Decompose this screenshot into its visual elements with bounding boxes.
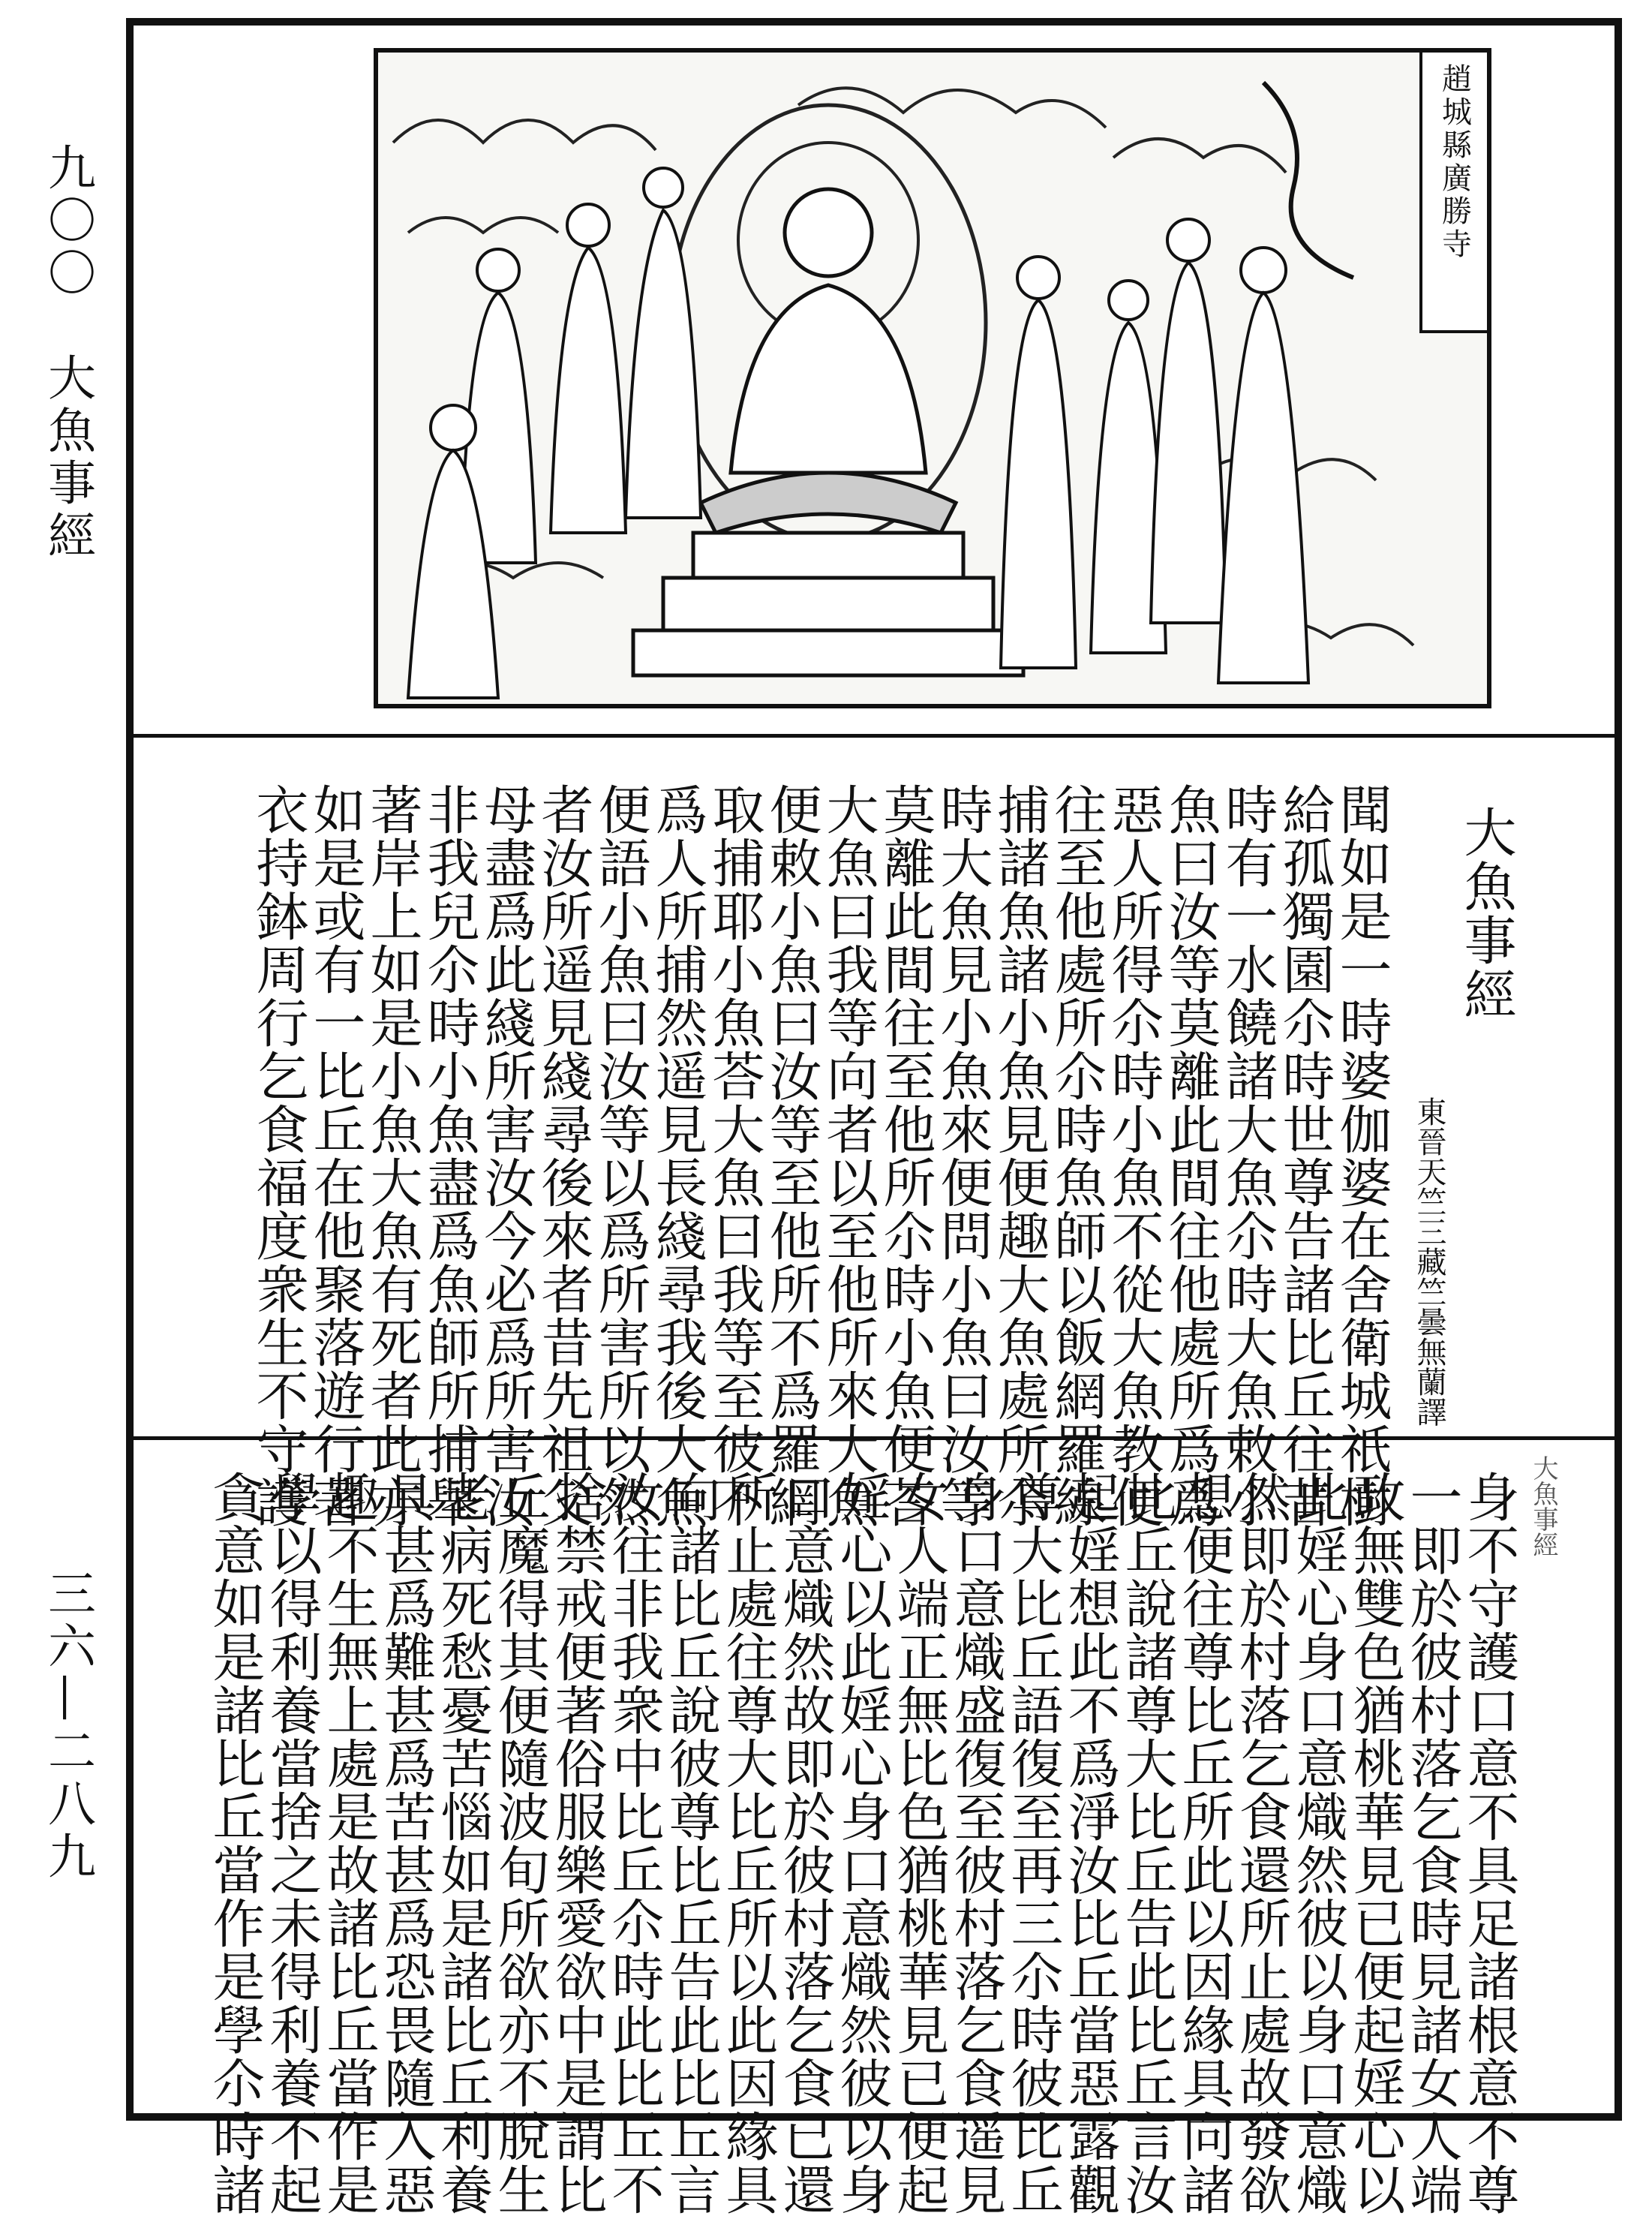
- text-column: 大魚曰我等向者以至他所來大魚: [818, 783, 879, 1529]
- text-column: 婬心以此婬心身口意熾然彼以身: [831, 1470, 893, 2216]
- text-column: 所止處往尊大比丘所以此因緣具: [717, 1470, 779, 2216]
- text-column: 如是或有一比丘在他聚落遊行著: [305, 783, 366, 1529]
- buddha-assembly-drawing: [378, 53, 1487, 704]
- text-column: 具甚爲難甚爲苦甚爲恐畏隨入惡: [375, 1470, 437, 2216]
- text-column: 取捕耶小魚荅大魚曰我等至彼不: [704, 783, 765, 1529]
- text-columns: [204, 1470, 1520, 2216]
- text-column: 尊大比丘語復至再三尒時彼比丘: [1002, 1470, 1064, 2216]
- text-column: 衣持鉢周行乞食福度衆生不守護: [248, 783, 309, 1529]
- text-column: 非我兒尒時小魚盡爲魚師所捕舉: [419, 783, 480, 1529]
- text-column: 惡人所得尒時小魚不從大魚教便: [1103, 783, 1164, 1529]
- text-column: 爲人所捕然遥見長綫尋我後大魚: [647, 783, 708, 1529]
- text-column: 捨禁戒便著俗服樂愛欲中是謂比: [546, 1470, 608, 2216]
- text-column: 老病死愁憂苦惱如是諸比丘利養: [432, 1470, 494, 2216]
- text-column: 趣不生無上處是故諸比丘當作是: [318, 1470, 380, 2216]
- text-column: 起婬想此不爲淨汝比丘當惡露觀: [1059, 1470, 1121, 2216]
- text-column: 一即於彼村落乞食時見諸女人端: [1401, 1470, 1463, 2216]
- text-column: 身口意熾盛復至彼村落乞食遥見: [945, 1470, 1007, 2216]
- text-column: 學以得利養當捨之未得利養不起: [261, 1470, 323, 2216]
- text-column: 著岸上如是小魚大魚有死者此亦: [362, 783, 423, 1529]
- text-panel-lower: [134, 1440, 1614, 2216]
- text-column: 便敕小魚曰汝等至他所不爲羅網: [761, 783, 822, 1529]
- temple-label: 趙城縣廣勝寺: [1437, 63, 1472, 261]
- sutra-title: 大魚事經: [1455, 805, 1517, 1021]
- text-column: 然即於村落乞食還所止處故發欲: [1230, 1470, 1292, 2216]
- text-column: 魚曰汝等莫離此間往他處所爲爲: [1160, 783, 1221, 1529]
- text-column: 女人端正無比色猶桃華見已便起: [888, 1470, 950, 2216]
- margin-page-label: 九〇〇 大魚事經: [40, 143, 95, 563]
- frontispiece-illustration: [374, 48, 1491, 708]
- text-column: 聞如是一時婆伽婆在舍衛城祇樹: [1331, 783, 1392, 1529]
- text-column: 此婬心身口意熾然彼以身口意熾: [1287, 1470, 1349, 2216]
- text-column: 貪意如是諸比丘當作是學尒時諸: [204, 1470, 266, 2216]
- text-column: 汝往非我衆中比丘尒時此比丘不: [603, 1470, 665, 2216]
- text-column: 母盡爲此綫所害汝今必爲所害汝: [476, 783, 537, 1529]
- text-column: 向諸比丘說彼尊比丘告此比丘言: [660, 1470, 722, 2216]
- text-column: 者汝所遥見綫尋後來者昔先祖父: [533, 783, 594, 1529]
- page-frame: [126, 18, 1622, 2216]
- text-column: 比丘說諸尊大比丘告此比丘言汝: [1116, 1470, 1178, 2216]
- text-column: 給孤獨園尒時世尊告諸比丘往昔: [1274, 783, 1335, 1529]
- text-column: 政無雙色猶桃華見已便起婬心以: [1344, 1470, 1406, 2216]
- text-column: 丘魔得其便隨波旬所欲亦不脫生: [489, 1470, 551, 2216]
- text-panel-upper: [134, 738, 1614, 1529]
- text-column: 捕諸魚諸小魚見便趣大魚處所尒: [989, 783, 1050, 1529]
- text-columns: [248, 783, 1392, 1529]
- running-head: 大魚事經: [1528, 1455, 1558, 1557]
- temple-label-box: [1419, 53, 1487, 333]
- text-column: 身不守護口意不具足諸根意不尊: [1458, 1470, 1520, 2216]
- text-column: 口意熾然故即於彼村落乞食已還: [774, 1470, 836, 2216]
- text-column: 往至他處所尒時魚師以飯網羅線: [1046, 783, 1107, 1529]
- text-column: 便語小魚曰汝等以爲所害所以然: [590, 783, 651, 1529]
- translator-credit: 東晉天竺三藏竺曇無蘭譯: [1412, 1096, 1446, 1427]
- text-column: 想便往尊比丘所此以因緣具向諸: [1173, 1470, 1235, 2216]
- text-column: 時有一水饒諸大魚尒時大魚敕小: [1217, 783, 1278, 1529]
- margin-volume-label: 三六—二八九: [40, 1568, 95, 1884]
- text-column: 莫離此間往至他所尒時小魚便荅: [875, 783, 936, 1529]
- text-column: 時大魚見小魚來便問小魚曰汝等: [932, 783, 993, 1529]
